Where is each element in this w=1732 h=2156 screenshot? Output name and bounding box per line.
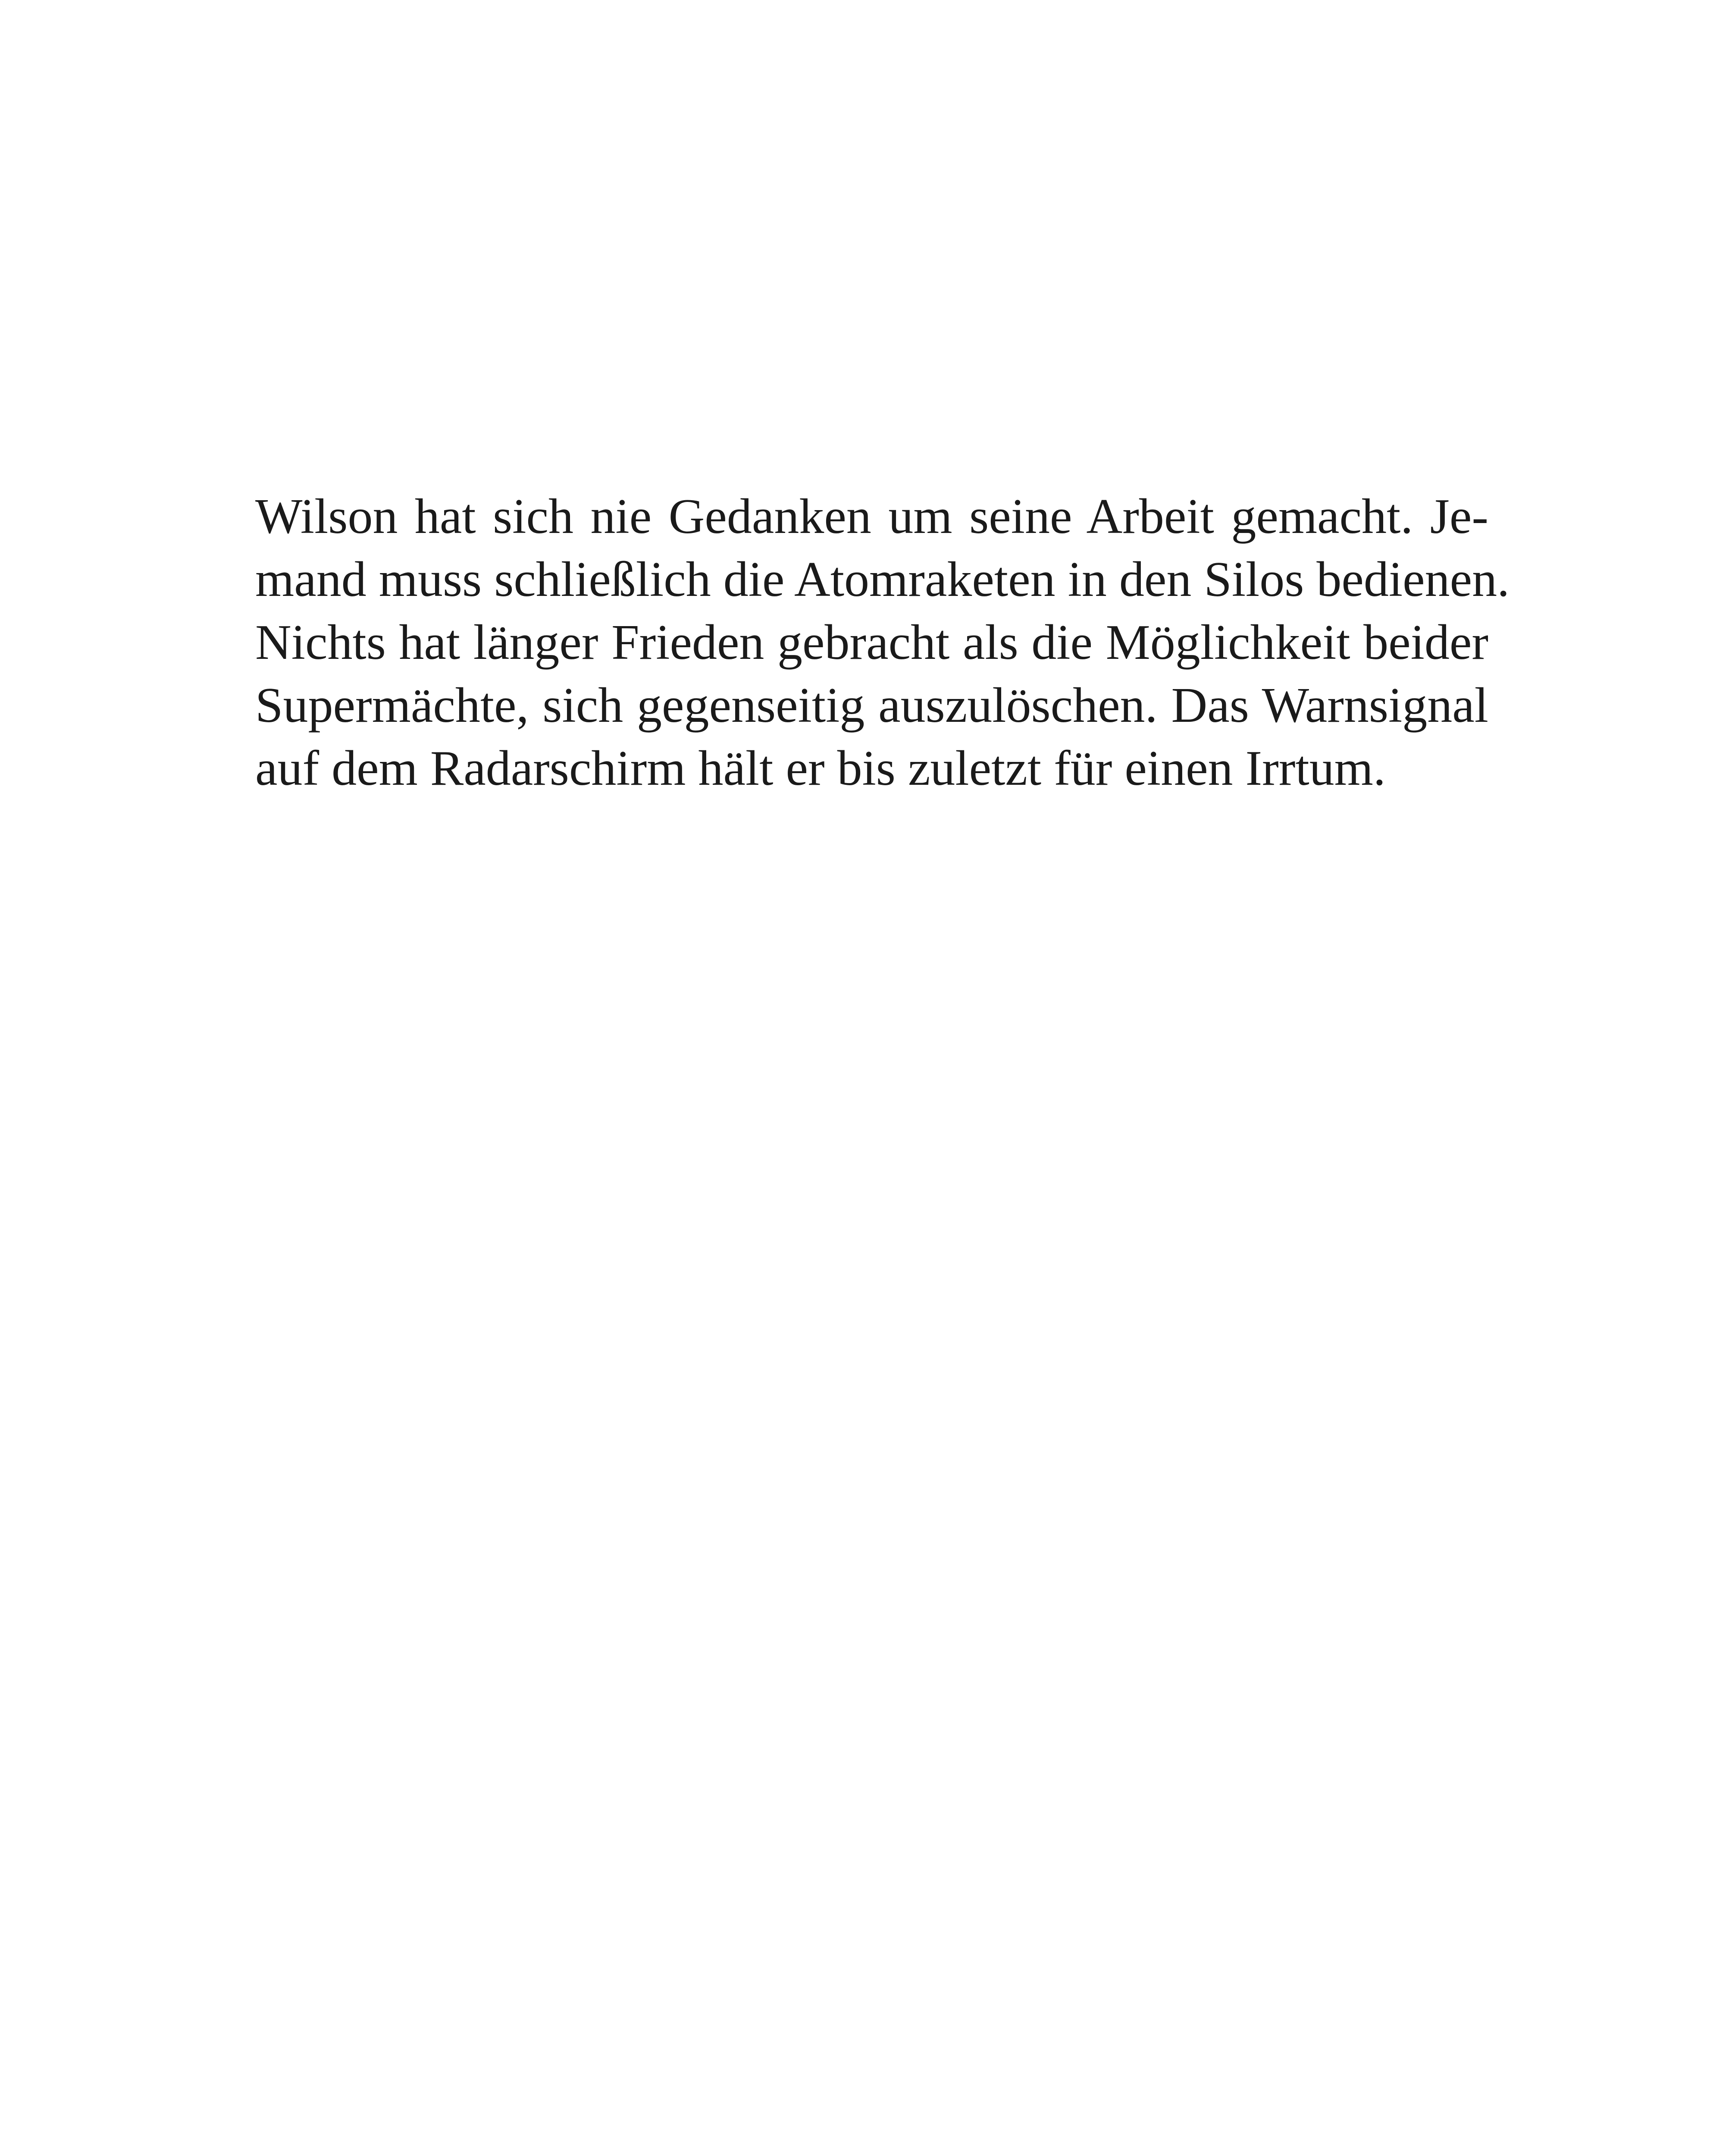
paragraph-line-4: Supermächte, sich gegenseitig auszulöschen. Das Warnsignal (255, 678, 1488, 733)
paragraph-line-3: Nichts hat länger Frieden gebracht als die Möglichkeit beider (255, 615, 1488, 670)
paragraph-line-5: auf dem Radarschirm hält er bis zuletzt für einen Irrtum. (255, 741, 1386, 796)
paragraph-line-1: Wilson hat sich nie Gedanken um seine Arbeit gemacht. Je- (255, 489, 1488, 544)
body-paragraph (255, 485, 1510, 800)
paragraph-line-2: mand muss schließlich die Atomraketen in den Silos bedienen. (255, 552, 1510, 607)
